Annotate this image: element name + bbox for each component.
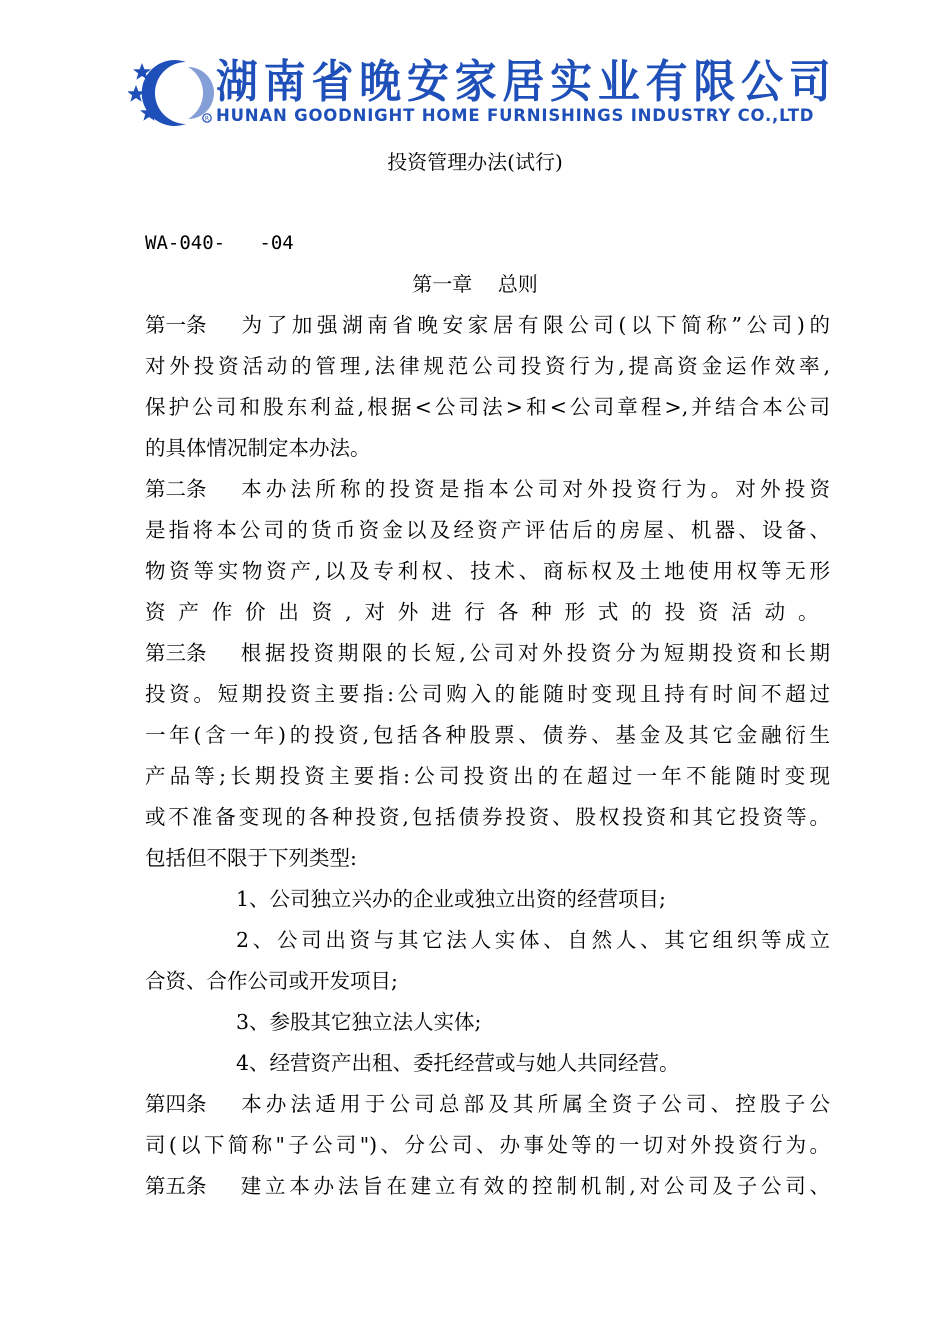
article-text-line: 或不准备变现的各种投资,包括债券投资、股权投资和其它投资等。 (145, 805, 830, 829)
article-first-line (145, 638, 830, 668)
article-text-line: 一年(含一年)的投资,包括各种股票、债券、基金及其它金融衍生 (145, 723, 830, 747)
article-text-line: 对外投资活动的管理,法律规范公司投资行为,提高资金运作效率, (145, 354, 830, 378)
article-text-line: 保护公司和股东利益,根据<公司法>和<公司章程>,并结合本公司 (145, 395, 830, 419)
article-text: 根据投资期限的长短,公司对外投资分为短期投资和长期 (237, 641, 830, 665)
chapter-heading: 第一章 总则 (412, 272, 538, 296)
article-text-line: 包括但不限于下列类型: (145, 846, 357, 870)
article-text-line: 产品等;长期投资主要指:公司投资出的在超过一年不能随时变现 (145, 764, 830, 788)
list-item: 3、参股其它独立法人实体; (236, 1010, 482, 1034)
document-title: 投资管理办法(试行) (387, 150, 563, 174)
letterhead (128, 55, 878, 128)
article-text: 为了加强湖南省晚安家居有限公司(以下简称”公司)的 (237, 313, 830, 337)
list-item-continuation: 合资、合作公司或开发项目; (145, 969, 398, 993)
article-text-line: 资产作价出资,对外进行各种形式的投资活动。 (145, 600, 830, 624)
article-first-line (145, 1089, 830, 1119)
article-first-line (145, 474, 830, 504)
article-text-line: 物资等实物资产,以及专利权、技术、商标权及土地使用权等无形 (145, 559, 830, 583)
crescent-moon-stars-logo (128, 58, 214, 128)
company-name-english: HUNAN GOODNIGHT HOME FURNISHINGS INDUSTRY CO.,LTD (216, 106, 815, 125)
article-text-line: 投资。短期投资主要指:公司购入的能随时变现且持有时间不超过 (145, 682, 830, 706)
company-name-chinese: 湖南省晚安家居实业有限公司 (216, 55, 832, 108)
article-first-line (145, 310, 830, 340)
list-item: 1、公司独立兴办的企业或独立出资的经营项目; (236, 887, 666, 911)
article-text: 本办法适用于公司总部及其所属全资子公司、控股子公 (237, 1092, 830, 1116)
article-number: 第二条 (145, 477, 207, 501)
article-text-line: 是指将本公司的货币资金以及经资产评估后的房屋、机器、设备、 (145, 518, 830, 542)
article-number: 第三条 (145, 641, 207, 665)
article-text: 本办法所称的投资是指本公司对外投资行为。对外投资 (237, 477, 830, 501)
list-item: 4、经营资产出租、委托经营或与她人共同经营。 (236, 1051, 680, 1075)
article-number: 第五条 (145, 1174, 207, 1198)
svg-text:R: R (204, 115, 210, 123)
article-text: 建立本办法旨在建立有效的控制机制,对公司及子公司、 (237, 1174, 830, 1198)
article-number: 第四条 (145, 1092, 207, 1116)
list-item: 2、公司出资与其它法人实体、自然人、其它组织等成立 (236, 928, 830, 952)
article-text-line: 的具体情况制定本办法。 (145, 436, 371, 460)
article-number: 第一条 (145, 313, 207, 337)
article-text-line: 司(以下简称"子公司")、分公司、办事处等的一切对外投资行为。 (145, 1133, 830, 1157)
document-code: WA-040- -04 (145, 232, 294, 254)
article-first-line (145, 1171, 830, 1201)
